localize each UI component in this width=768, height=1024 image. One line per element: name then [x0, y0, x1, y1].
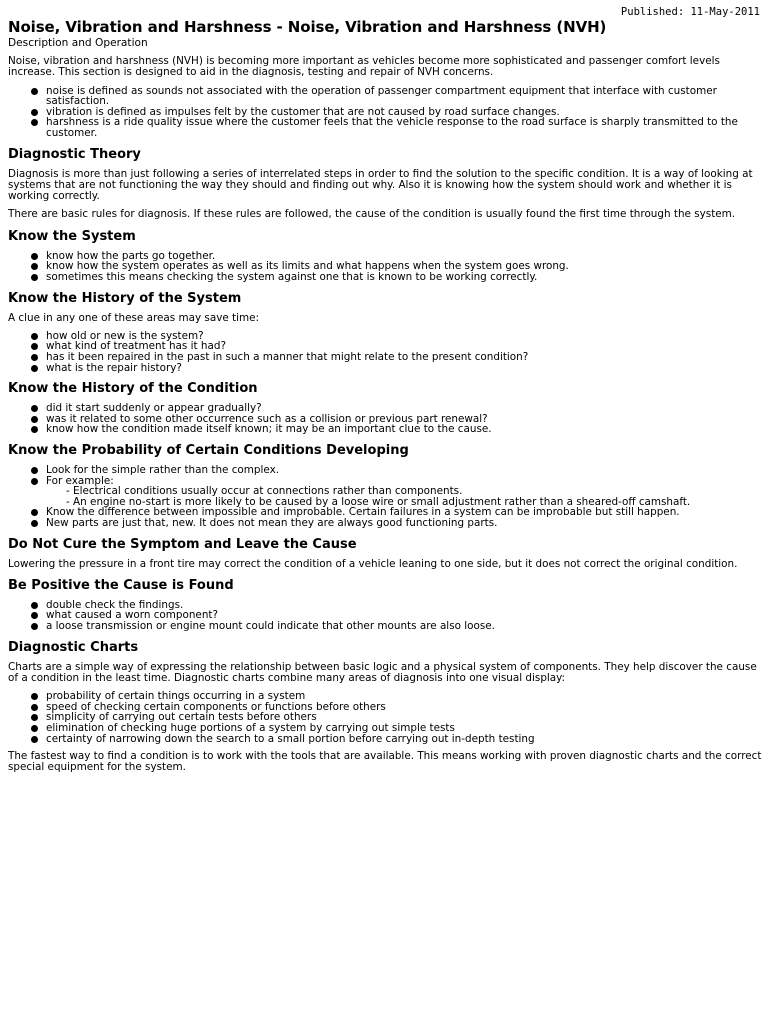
list-item	[46, 363, 762, 374]
bullet-icon	[31, 467, 38, 474]
list-item	[46, 86, 762, 107]
list-item-text: elimination of checking huge portions of a system by carrying out simple tests	[46, 722, 455, 734]
section-heading-history-of-system: Know the History of the System	[8, 290, 242, 306]
list-item-text: noise is defined as sounds not associated with the operation of passenger compartment equipment that interface with customer satisfaction.	[46, 84, 717, 108]
list-item	[46, 621, 762, 632]
list-item-text: what caused a worn component?	[46, 609, 218, 622]
list-item-text: sometimes this means checking the system against one that is known to be working correctly.	[46, 270, 538, 283]
list-item-text: For example:	[46, 474, 114, 487]
bullet-icon	[31, 714, 38, 721]
list-item	[46, 272, 762, 283]
list-item	[46, 734, 762, 745]
list-item-text: know how the parts go together.	[46, 249, 216, 262]
section-heading-probability: Know the Probability of Certain Conditions Developing	[8, 442, 409, 458]
page-subtitle: Description and Operation	[8, 37, 148, 49]
bullet-icon	[31, 343, 38, 350]
diagnostic-charts-list	[8, 691, 762, 744]
list-item-text: New parts are just that, new. It does not mean they are always good functioning parts.	[46, 516, 498, 529]
list-item	[46, 424, 762, 435]
intro-paragraph: Noise, vibration and harshness (NVH) is becoming more important as vehicles become more sophisticated and passenger comfort levels increase. This section is designed to aid in the diagnosis, testing and repair of NVH concerns.	[8, 55, 720, 79]
bullet-icon	[31, 109, 38, 116]
probability-list	[8, 465, 762, 529]
bullet-icon	[31, 333, 38, 340]
list-item	[46, 465, 762, 476]
list-item-text: double check the findings.	[46, 598, 184, 611]
list-item-text: certainty of narrowing down the search to a small portion before carrying out in-depth testing	[46, 732, 535, 745]
list-item-text: know how the condition made itself known; it may be an important clue to the cause.	[46, 423, 492, 436]
list-item-text: know how the system operates as well as its limits and what happens when the system goes wrong.	[46, 260, 569, 273]
intro-list	[8, 86, 762, 139]
list-item-text: probability of certain things occurring in a system	[46, 690, 306, 703]
bullet-icon	[31, 693, 38, 700]
diagnostic-theory-paragraph: Diagnosis is more than just following a series of interrelated steps in order to find the solution to the specific condition. It is a way of looking at systems that are not functioning the way they should and finding out why. Also it is knowing how the system should work and whether it is working correctly.	[8, 167, 753, 203]
bullet-icon	[31, 365, 38, 372]
section-heading-do-not-cure: Do Not Cure the Symptom and Leave the Cause	[8, 536, 357, 552]
history-system-list	[8, 331, 762, 373]
list-item-text: vibration is defined as impulses felt by the customer that are not caused by road surface changes.	[46, 105, 560, 118]
list-item-text: how old or new is the system?	[46, 329, 204, 342]
example-line: - Electrical conditions usually occur at connections rather than components.	[66, 485, 463, 498]
list-item-text: harshness is a ride quality issue where the customer feels that the vehicle response to the road surface is sharply transmitted to the customer.	[46, 116, 738, 139]
bullet-icon	[31, 426, 38, 433]
list-item	[46, 117, 762, 138]
list-item-text: Look for the simple rather than the complex.	[46, 463, 280, 476]
list-item	[46, 518, 762, 529]
history-condition-list	[8, 403, 762, 435]
list-item-text: a loose transmission or engine mount could indicate that other mounts are also loose.	[46, 620, 495, 633]
page-title: Noise, Vibration and Harshness - Noise, Vibration and Harshness (NVH)	[8, 18, 607, 36]
section-heading-diagnostic-charts: Diagnostic Charts	[8, 639, 139, 655]
be-positive-list	[8, 600, 762, 632]
published-date: Published: 11-May-2011	[620, 6, 760, 18]
bullet-icon	[31, 478, 38, 485]
list-item-text: what is the repair history?	[46, 361, 182, 374]
bullet-icon	[31, 263, 38, 270]
fastest-way-paragraph: The fastest way to find a condition is to work with the tools that are available. This means working with proven diagnostic charts and the correct special equipment for the system.	[8, 750, 762, 774]
bullet-icon	[31, 623, 38, 630]
list-item-text: speed of checking certain components or functions before others	[46, 700, 386, 713]
bullet-icon	[31, 602, 38, 609]
bullet-icon	[31, 88, 38, 95]
list-item-text: Know the difference between impossible and improbable. Certain failures in a system can be improbable but still happen.	[46, 506, 680, 519]
bullet-icon	[31, 725, 38, 732]
section-heading-diagnostic-theory: Diagnostic Theory	[8, 146, 141, 162]
list-item-text: did it start suddenly or appear gradually?	[46, 402, 262, 415]
bullet-icon	[31, 354, 38, 361]
diagnostic-rules-paragraph: There are basic rules for diagnosis. If these rules are followed, the cause of the condition is usually found the first time through the system.	[8, 208, 736, 221]
history-system-paragraph: A clue in any one of these areas may save time:	[8, 311, 260, 324]
know-system-list	[8, 251, 762, 283]
bullet-icon	[31, 612, 38, 619]
list-item-text: what kind of treatment has it had?	[46, 340, 226, 353]
bullet-icon	[31, 509, 38, 516]
section-heading-history-of-condition: Know the History of the Condition	[8, 381, 258, 397]
bullet-icon	[31, 119, 38, 126]
bullet-icon	[31, 520, 38, 527]
list-item-text: simplicity of carrying out certain tests before others	[46, 711, 317, 724]
bullet-icon	[31, 704, 38, 711]
bullet-icon	[31, 274, 38, 281]
section-heading-be-positive: Be Positive the Cause is Found	[8, 577, 234, 593]
diagnostic-charts-paragraph: Charts are a simple way of expressing the relationship between basic logic and a physical system of components. They help discover the cause of a condition in the least time. Diagnostic charts combine many areas of diagnosis into one visual display:	[8, 660, 757, 684]
bullet-icon	[31, 416, 38, 423]
bullet-icon	[31, 253, 38, 260]
bullet-icon	[31, 405, 38, 412]
bullet-icon	[31, 736, 38, 743]
example-line: - An engine no-start is more likely to be caused by a loose wire or small adjustment rather than a sheared-off camshaft.	[66, 495, 691, 508]
list-item-text: was it related to some other occurrence such as a collision or previous part renewal?	[46, 412, 488, 425]
list-item-text: has it been repaired in the past in such a manner that might relate to the present condition?	[46, 351, 529, 364]
section-heading-know-the-system: Know the System	[8, 228, 136, 244]
list-item	[46, 476, 762, 508]
do-not-cure-paragraph: Lowering the pressure in a front tire may correct the condition of a vehicle leaning to one side, but it does not correct the original condition.	[8, 557, 738, 570]
